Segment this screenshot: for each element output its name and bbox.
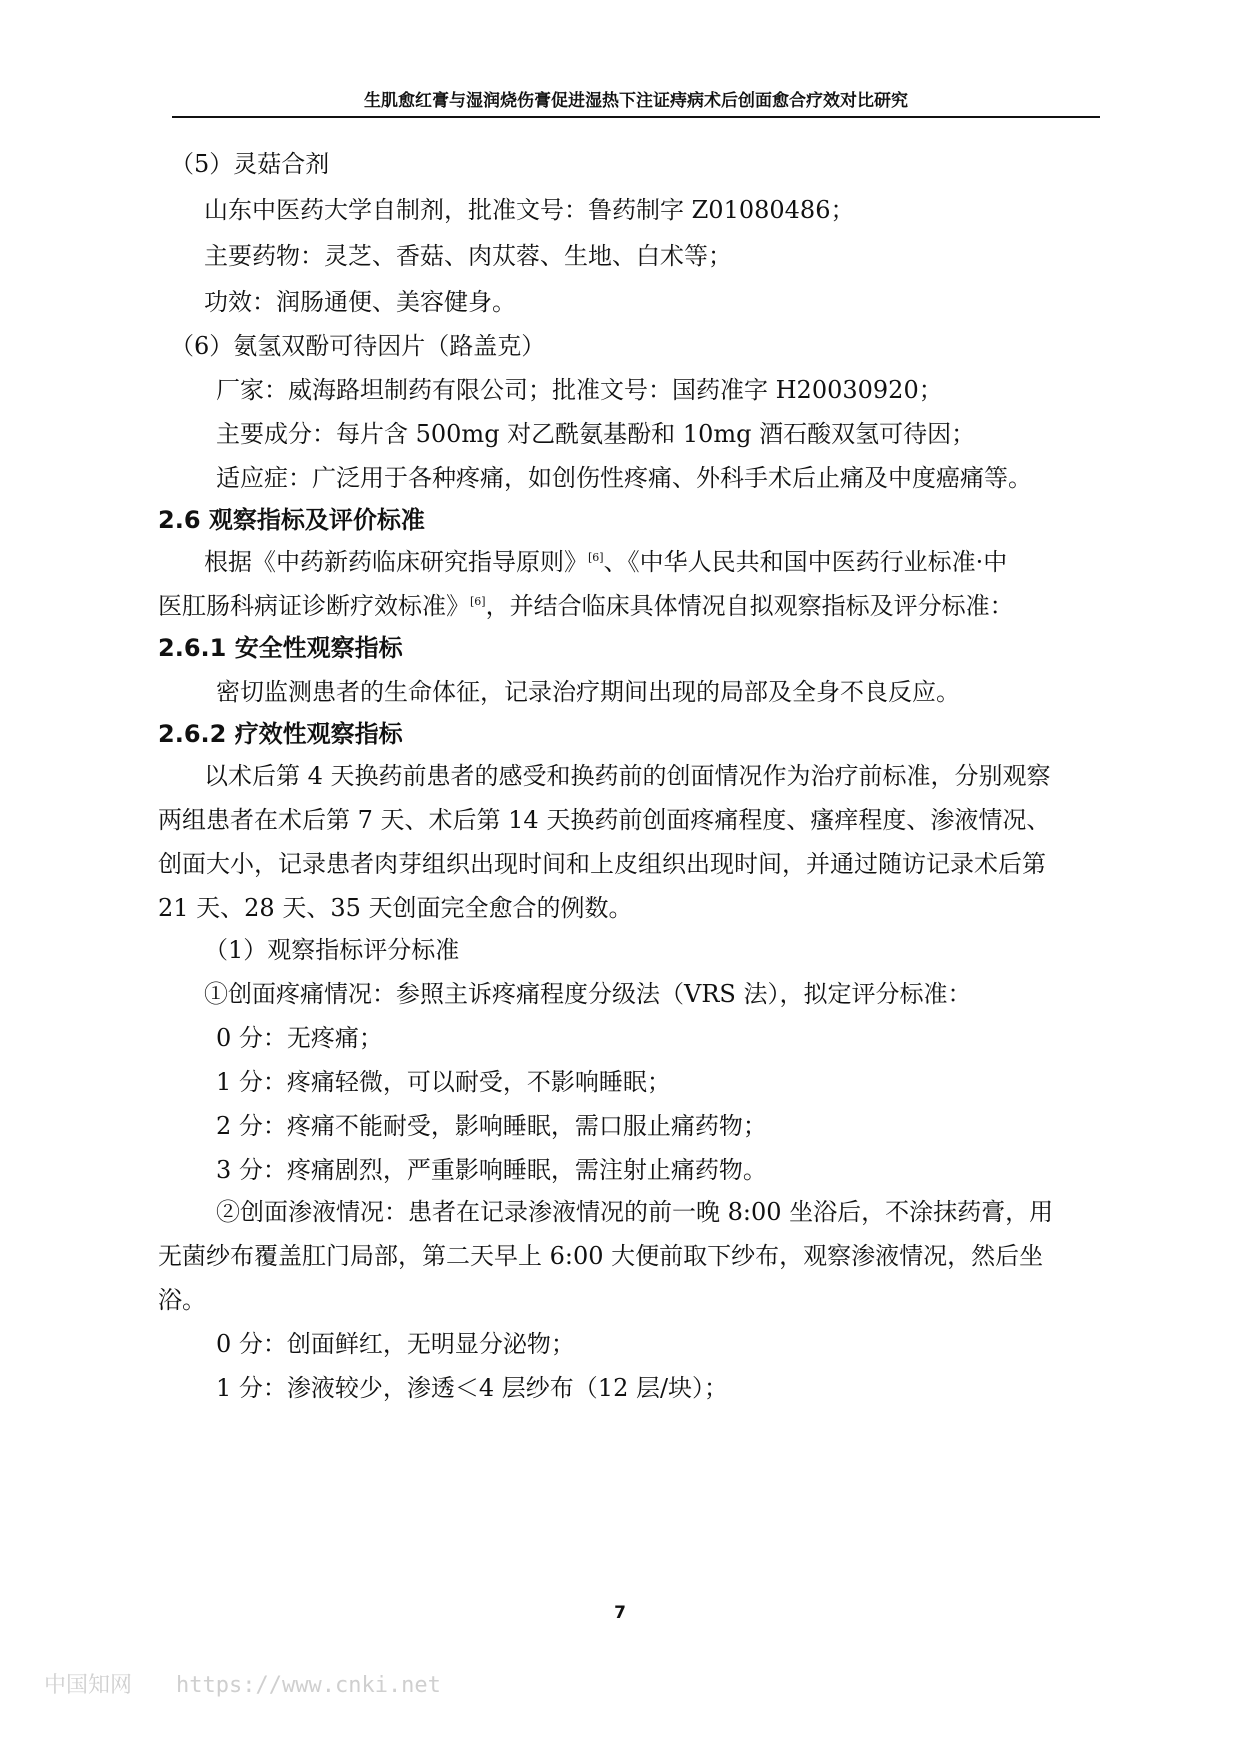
item-6-composition: 主要成分：每片含 500mg 对乙酰氨基酚和 10mg 酒石酸双氢可待因；	[216, 420, 976, 448]
watermark-brand: 中国知网	[44, 1673, 133, 1698]
citation-ref: [6]	[588, 551, 604, 564]
header-rule	[172, 116, 1100, 118]
exudate-score-0: 0 分：创面鲜红，无明显分泌物；	[216, 1330, 575, 1358]
pain-score-0: 0 分：无疼痛；	[216, 1024, 383, 1052]
para-efficacy-line1: 以术后第 4 天换药前患者的感受和换药前的创面情况作为治疗前标准，分别观察	[204, 762, 1051, 790]
para-criteria-line2: 医肛肠科病证诊断疗效标准》[6]，并结合临床具体情况自拟观察指标及评分标准：	[158, 592, 1014, 620]
pain-criteria-intro: ①创面疼痛情况：参照主诉疼痛程度分级法（VRS 法），拟定评分标准：	[204, 980, 972, 1008]
pain-score-1: 1 分：疼痛轻微，可以耐受，不影响睡眠；	[216, 1068, 671, 1096]
section-2-6-2-heading: 2.6.2 疗效性观察指标	[158, 720, 403, 748]
item-5-approval: 山东中医药大学自制剂，批准文号：鲁药制字 Z01080486；	[204, 196, 855, 224]
subsection-scoring: （1）观察指标评分标准	[204, 936, 460, 964]
exudate-criteria-line1: ②创面渗液情况：患者在记录渗液情况的前一晚 8:00 坐浴后，不涂抹药膏，用	[216, 1198, 1054, 1226]
item-5-heading: （5）灵菇合剂	[170, 150, 330, 178]
section-2-6-1-heading: 2.6.1 安全性观察指标	[158, 634, 403, 662]
item-5-efficacy: 功效：润肠通便、美容健身。	[204, 288, 516, 316]
page-number: 7	[614, 1603, 626, 1623]
exudate-criteria-line2: 无菌纱布覆盖肛门局部，第二天早上 6:00 大便前取下纱布，观察渗液情况，然后坐	[158, 1242, 1044, 1270]
watermark	[44, 1668, 441, 1699]
para-efficacy-line4: 21 天、28 天、35 天创面完全愈合的例数。	[158, 894, 633, 922]
running-header: 生肌愈红膏与湿润烧伤膏促进湿热下注证痔病术后创面愈合疗效对比研究	[364, 91, 908, 111]
pain-score-3: 3 分：疼痛剧烈，严重影响睡眠，需注射止痛药物。	[216, 1156, 767, 1184]
exudate-score-1: 1 分：渗液较少，渗透＜4 层纱布（12 层/块）；	[216, 1374, 729, 1402]
item-6-manufacturer: 厂家：威海路坦制药有限公司；批准文号：国药准字 H20030920；	[216, 376, 943, 404]
pain-score-2: 2 分：疼痛不能耐受，影响睡眠，需口服止痛药物；	[216, 1112, 767, 1140]
watermark-url: https://www.cnki.net	[176, 1673, 441, 1698]
section-2-6-heading: 2.6 观察指标及评价标准	[158, 506, 425, 534]
para-efficacy-line3: 创面大小，记录患者肉芽组织出现时间和上皮组织出现时间，并通过随访记录术后第	[158, 850, 1046, 878]
item-6-heading: （6）氨氢双酚可待因片（路盖克）	[170, 332, 546, 360]
para-criteria-line1: 根据《中药新药临床研究指导原则》[6]、《中华人民共和国中医药行业标准·中	[204, 548, 1008, 576]
item-6-indication: 适应症：广泛用于各种疼痛，如创伤性疼痛、外科手术后止痛及中度癌痛等。	[216, 464, 1032, 492]
citation-ref: [6]	[470, 595, 486, 608]
item-5-ingredients: 主要药物：灵芝、香菇、肉苁蓉、生地、白术等；	[204, 242, 732, 270]
para-efficacy-line2: 两组患者在术后第 7 天、术后第 14 天换药前创面疼痛程度、瘙痒程度、渗液情况、	[158, 806, 1051, 834]
para-safety: 密切监测患者的生命体征，记录治疗期间出现的局部及全身不良反应。	[216, 678, 960, 706]
exudate-criteria-line3: 浴。	[158, 1286, 206, 1314]
